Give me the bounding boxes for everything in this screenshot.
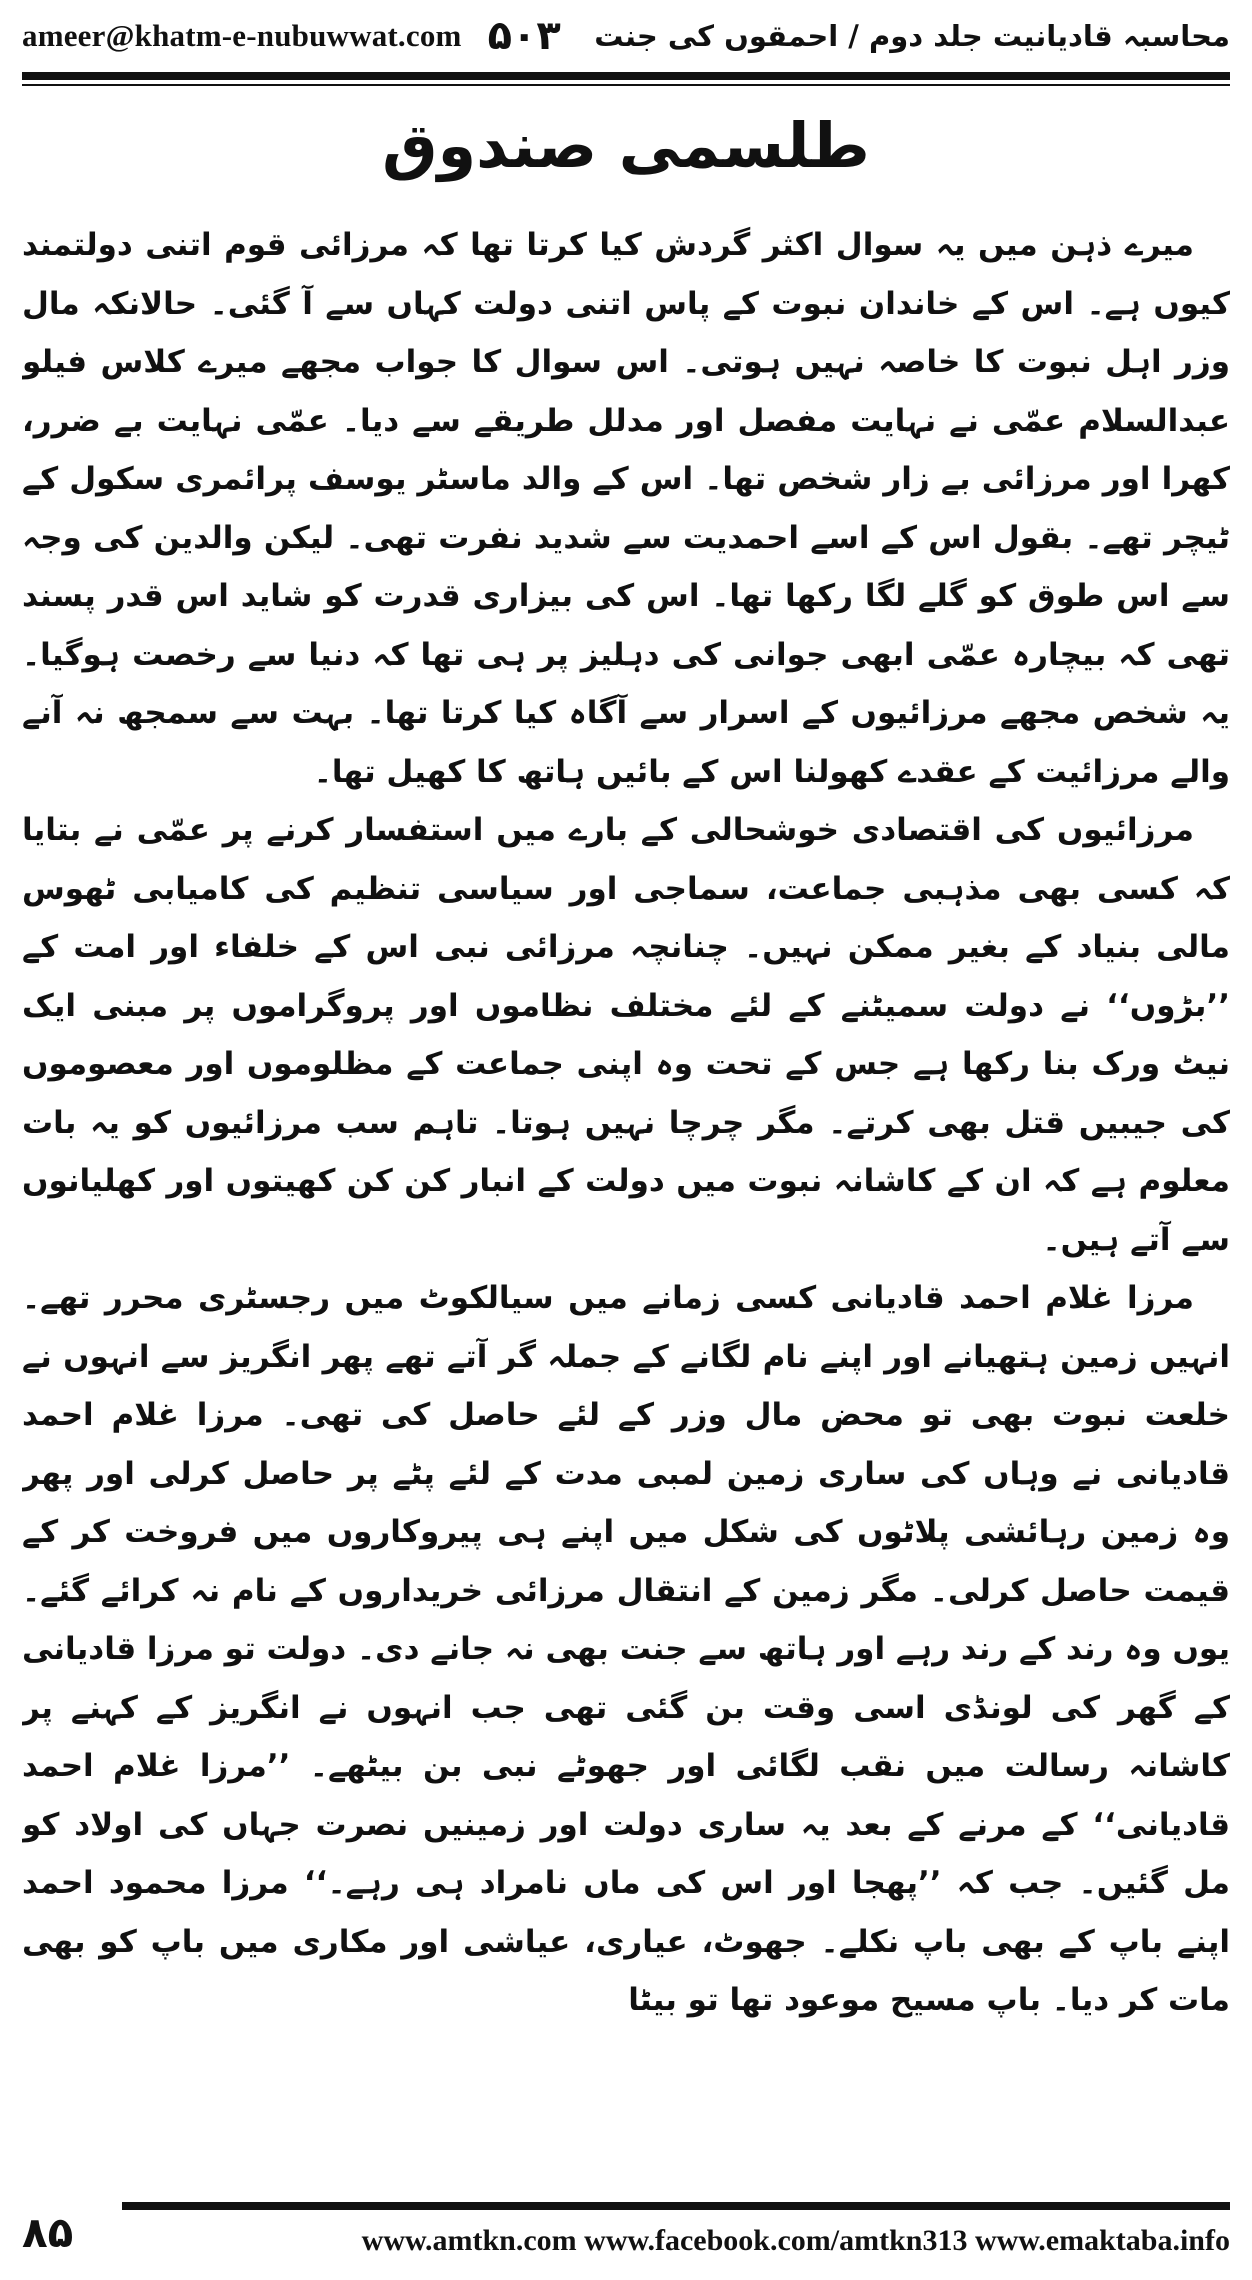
article-title: طلسمی صندوق	[382, 109, 870, 182]
paragraph-2: مرزائیوں کی اقتصادی خوشحالی کے بارے میں استفسار کرنے پر عمّی نے بتایا کہ کسی بھی مذہبی جماعت، سماجی اور سیاسی تنظیم کی کامیابی ٹھوس مالی بنیاد کے بغیر ممکن نہیں۔ چنانچہ مرزائی نبی اس کے خلفاء اور امت کے ’’بڑوں‘‘ نے دولت سمیٹنے کے لئے مختلف نظاموں اور پروگراموں پر مبنی ایک نیٹ ورک بنا رکھا ہے جس کے تحت وہ اپنی جماعت کے مظلوموں اور معصوموں کی جیبیں قتل بھی کرتے۔ مگر چرچا نہیں ہوتا۔ تاہم سب مرزائیوں کو یہ بات معلوم ہے کہ ان کے کاشانہ نبوت میں دولت کے انبار کن کن کھیتوں اور کھلیانوں سے آتے ہیں۔	[22, 812, 1230, 1258]
header-book-title: محاسبہ قادیانیت جلد دوم / احمقوں کی جنت	[594, 19, 1230, 53]
header-rule-thick	[22, 72, 1230, 80]
footer-page-number: ۸۵	[22, 2208, 74, 2257]
header-left	[22, 13, 561, 59]
header-page-number: ۵۰۳	[487, 13, 561, 59]
article-body	[22, 216, 1230, 2166]
footer-urls: www.amtkn.com www.facebook.com/amtkn313 www.emaktaba.info	[361, 2224, 1230, 2257]
page-header	[22, 4, 1230, 68]
page-footer	[22, 2200, 1230, 2266]
header-email: ameer@khatm-e-nubuwwat.com	[22, 18, 462, 53]
paragraph-1: میرے ذہن میں یہ سوال اکثر گردش کیا کرتا تھا کہ مرزائی قوم اتنی دولتمند کیوں ہے۔ اس کے خاندان نبوت کے پاس اتنی دولت کہاں سے آ گئی۔ حالانکہ مال وزر اہل نبوت کا خاصہ نہیں ہوتی۔ اس سوال کا جواب مجھے میرے کلاس فیلو عبدالسلام عمّی نے نہایت مفصل اور مدلل طریقے سے دیا۔ عمّی نہایت بے ضرر، کھرا اور مرزائی بے زار شخص تھا۔ اس کے والد ماسٹر یوسف پرائمری سکول کے ٹیچر تھے۔ بقول اس کے اسے احمدیت سے شدید نفرت تھی۔ لیکن والدین کی وجہ سے اس طوق کو گلے لگا رکھا تھا۔ اس کی بیزاری قدرت کو شاید اس قدر پسند تھی کہ بیچارہ عمّی ابھی جوانی کی دہلیز پر ہی تھا کہ دنیا سے رخصت ہوگیا۔ یہ شخص مجھے مرزائیوں کے اسرار سے آگاہ کیا کرتا تھا۔ بہت سے سمجھ نہ آنے والے مرزائیت کے عقدے کھولنا اس کے بائیں ہاتھ کا کھیل تھا۔	[22, 227, 1230, 790]
footer-bar	[122, 2202, 1230, 2264]
paragraph-3: مرزا غلام احمد قادیانی کسی زمانے میں سیالکوٹ میں رجسٹری محرر تھے۔ انہیں زمین ہتھیانے اور اپنے نام لگانے کے جملہ گر آتے تھے پھر انگریز سے انہوں نے خلعت نبوت بھی تو محض مال وزر کے لئے حاصل کی تھی۔ مرزا غلام احمد قادیانی نے وہاں کی ساری زمین لمبی مدت کے لئے پٹے پر حاصل کرلی اور پھر وہ زمین رہائشی پلاٹوں کی شکل میں اپنے ہی پیروکاروں میں فروخت کر کے قیمت حاصل کرلی۔ مگر زمین کے انتقال مرزائی خریداروں کے نام نہ کرائے گئے۔ یوں وہ رند کے رند رہے اور ہاتھ سے جنت بھی نہ جانے دی۔ دولت تو مرزا قادیانی کے گھر کی لونڈی اسی وقت بن گئی تھی جب انہوں نے انگریز کے کہنے پر کاشانہ رسالت میں نقب لگائی اور جھوٹے نبی بن بیٹھے۔ ’’مرزا غلام احمد قادیانی‘‘ کے مرنے کے بعد یہ ساری دولت اور زمینیں نصرت جہاں کی اولاد کو مل گئیں۔ جب کہ ’’پھجا اور اس کی ماں نامراد ہی رہے۔‘‘ مرزا محمود احمد اپنے باپ کے بھی باپ نکلے۔ جھوٹ، عیاری، عیاشی اور مکاری میں باپ کو بھی مات کر دیا۔ باپ مسیح موعود تھا تو بیٹا	[22, 1280, 1230, 2018]
header-rule-thin	[22, 84, 1230, 86]
